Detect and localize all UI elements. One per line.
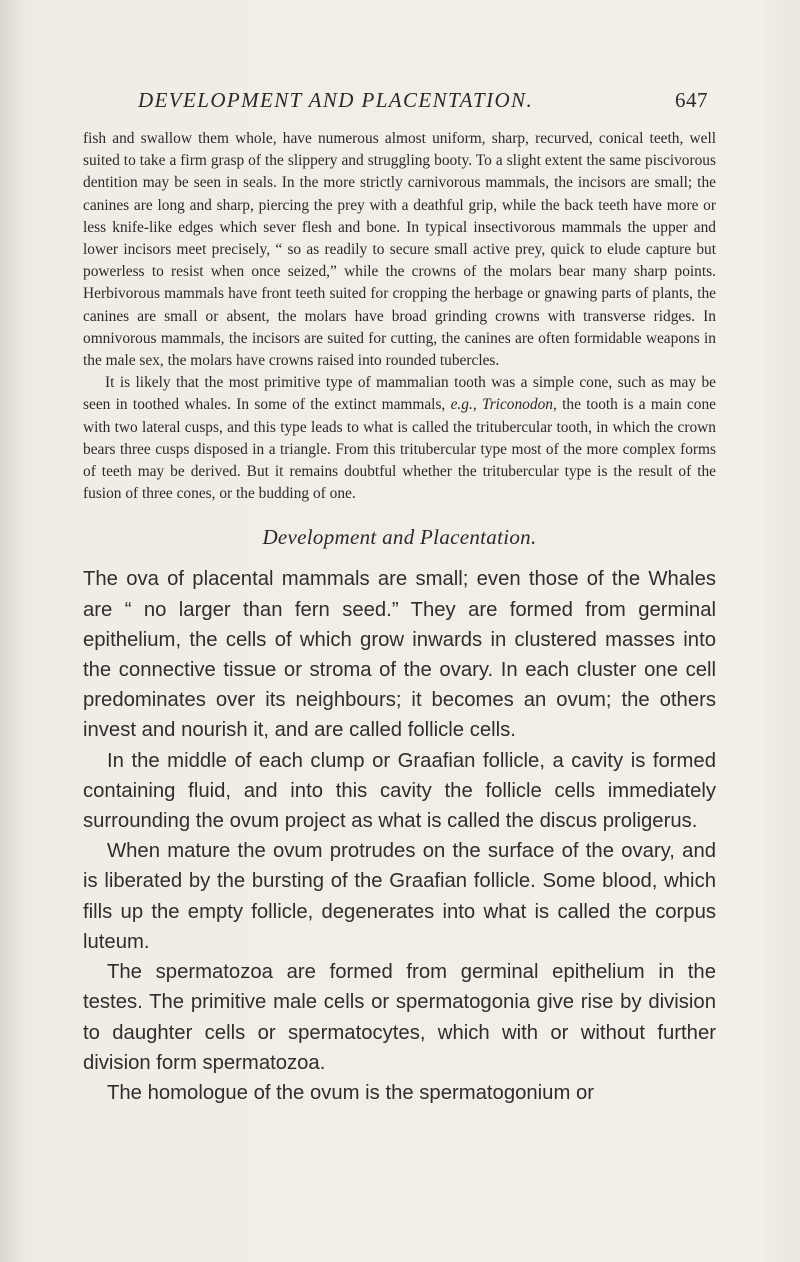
para2-genus: Triconodon [481,396,553,414]
text-block [83,128,716,1108]
para2-comma: , [472,396,482,414]
para2-text-a: It is likely that the most primitive type of mammalian tooth was a simple cone, such as may be seen in toothed whales. In some of the extinct mammals, [83,374,716,414]
paragraph-dentition: fish and swallow them whole, have numerous almost uniform, sharp, recurved, conical teeth, well suited to take a firm grasp of the slippery and struggling booty. To a slight extent the same piscivorous dentition may be seen in seals. In the more strictly carnivorous mammals, the incisors are small; the canines are long and sharp, piercing the prey with a deathful grip, while the back teeth have more or less knife-like edges which sever flesh and bone. In typical insectivorous mammals the upper and lower incisors meet precisely, “ so as readily to secure small active prey, quick to elude capture but powerless to resist when once seized,” while the crowns of the molars bear many sharp points. Herbivorous mammals have front teeth suited for cropping the herbage or gnawing parts of plants, the canines are small or absent, the molars have broad grinding crowns with transverse ridges. In omnivorous mammals, the incisors are suited for cutting, the canines are often formidable weapons in the male sex, the molars have crowns raised into rounded tubercles. [83,130,716,370]
paragraph-ova: The ova of placental mammals are small; even those of the Whales are “ no larger than fern seed.” They are formed from germinal epithelium, the cells of which grow inwards in clustered masses into the connective tissue or stroma of the ovary. In each cluster one cell predominates over its neighbours; it becomes an ovum; the others invest and nourish it, and are called follicle cells. [83,568,716,742]
page-number: 647 [675,88,708,112]
gutter-shadow [0,0,22,1262]
section-heading: Development and Placentation. [262,525,537,550]
para2-eg: e.g. [450,396,473,414]
paragraph-graafian-follicle: In the middle of each clump or Graafian follicle, a cavity is formed containing fluid, and into this cavity the follicle cells immediately surrounding the ovum project as what is called the discus proligerus. [83,749,716,833]
paragraph-homologue: The homologue of the ovum is the spermatogonium or [107,1081,595,1104]
running-title: DEVELOPMENT AND PLACENTATION. [138,88,534,112]
running-head [138,88,708,118]
para2-text-b: , the tooth is a main cone with two lateral cusps, and this type leads to what is called the tritubercular tooth, in which the crown bears three cusps disposed in a triangle. From this tritubercular type most of the more complex forms of teeth may be derived. But it remains doubtful whether the tritubercular type is the result of the fusion of three cones, or the budding of one. [83,396,716,503]
paragraph-primitive-tooth [83,372,716,505]
paragraph-spermatozoa: The spermatozoa are formed from germinal epithelium in the testes. The primitive male cells or spermatogonia give rise by division to daughter cells or spermatocytes, which with or without further division form spermatozoa. [83,961,716,1074]
paragraph-mature-ovum: When mature the ovum protrudes on the surface of the ovary, and is liberated by the bursting of the Graafian follicle. Some blood, which fills up the empty follicle, degenerates into what is called the corpus luteum. [83,840,716,953]
